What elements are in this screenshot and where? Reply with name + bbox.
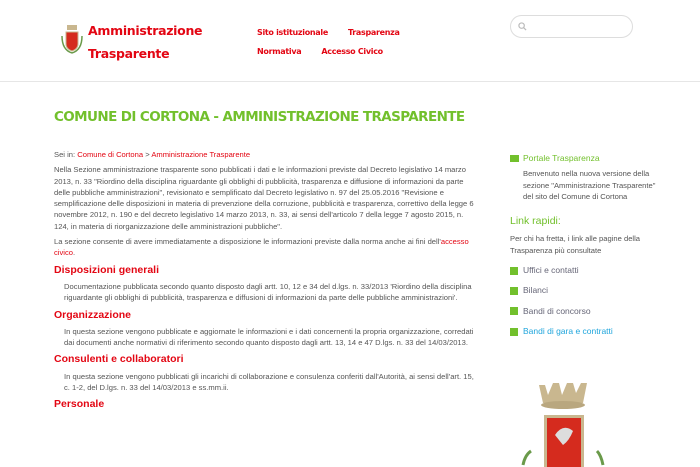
search-box[interactable] [510,15,633,38]
portal-heading: Portale Trasparenza [510,153,660,164]
section-title[interactable]: Organizzazione [54,308,132,321]
quick-link-uffici[interactable]: Uffici e contatti [510,265,660,276]
quick-links-intro: Per chi ha fretta, i link alle pagine della Trasparenza più consultate [510,234,641,255]
page-title: COMUNE DI CORTONA - AMMINISTRAZIONE TRASPARENTE [54,109,465,125]
nav-trasparenza[interactable]: Trasparenza [347,28,400,37]
user-icon [510,267,518,275]
breadcrumb: Sei in: Comune di Cortona > Amministrazione Trasparente [54,150,251,159]
portal-text: Benvenuto nella nuova versione della sezione "Amministrazione Trasparente" del sito del Comune di Cortona [523,169,656,201]
nav-accesso-civico[interactable]: Accesso Civico [321,47,383,56]
nav-normativa[interactable]: Normativa [257,47,302,56]
document-icon [510,307,518,315]
search-input[interactable] [531,19,626,34]
section-text: Documentazione pubblicata secondo quanto disposto dagli artt. 10, 12 e 34 del d.lgs. n. 33/2013 'Riordino della disciplina riguardante gli obblighi di pubblicità, trasparenza e diffusioni di informazioni da parte delle pubbliche amministrazioni'. [64,281,472,303]
section-text: In questa sezione vengono pubblicati gli incarichi di collaborazione e consulenza conferiti dall'Autorità, ai sensi dell'art. 15, c. 1-2, del D.lgs. n. 33 del 14/03/2013 e ss.mm.ii. [64,371,474,393]
site-brand[interactable]: Amministrazione Trasparente [88,23,203,61]
sidebar [510,153,660,337]
coat-of-arms-logo[interactable] [59,24,85,56]
intro-paragraph-2: La sezione consente di avere immediatamente a disposizione le informazioni previste dalla norma anche ai fini dell'accesso civico. [54,237,469,258]
breadcrumb-current[interactable]: Amministrazione Trasparente [151,150,251,159]
quick-link-gare[interactable]: Bandi di gara e contratti [510,326,660,337]
quick-link-bilanci[interactable]: Bilanci [510,285,660,296]
coat-of-arms-emblem [515,375,645,467]
site-header [0,0,700,82]
intro-paragraph: Nella Sezione amministrazione trasparente sono pubblicati i dati e le informazioni previste dal Decreto legislativo 14 marzo 2013, n. 33 "Riordino della disciplina riguardante gli obblighi di pubblicità, trasparenza e diffusione di informazioni da parte delle pubbliche amministrazioni", revisionato e semplificato dal Decreto legislativo n. 97 del 25.05.2016 "Revisione e semplificazione delle disposizioni in materia di prevenzione della corruzione, pubblicità e trasparenza, correttivo della legge 6 novembre 2012, n. 190 e del decreto legislativo 14 marzo 2013, n. 33, ai sensi dell'articolo 7 della legge 7 agosto 2015, n. 124, in materia di riorganizzazione delle amministrazioni pubbliche". [54,165,474,231]
nav-sito-istituzionale[interactable]: Sito istituzionale [257,28,328,37]
section-title[interactable]: Personale [54,398,105,411]
section-title[interactable]: Disposizioni generali [54,263,160,276]
archive-icon [510,328,518,336]
main-content [54,149,474,416]
bank-icon [510,287,518,295]
section-title[interactable]: Consulenti e collaboratori [54,353,184,366]
breadcrumb-comune[interactable]: Comune di Cortona [77,150,144,159]
accesso-civico-link[interactable]: accesso civico [54,237,469,258]
portal-icon [510,155,519,162]
search-icon [518,22,527,31]
main-nav [257,22,457,60]
quick-links-title: Link rapidi: [510,215,561,228]
section-text: In questa sezione vengono pubblicate e aggiornate le informazioni e i dati concernenti la propria organizzazione, corredati dai documenti anche normativi di riferimento secondo quanto disposto dagli artt. 13, 14 e 47 D.lgs. n. 33 del 14/03/2013. [64,326,474,348]
quick-link-concorsi[interactable]: Bandi di concorso [510,306,660,317]
